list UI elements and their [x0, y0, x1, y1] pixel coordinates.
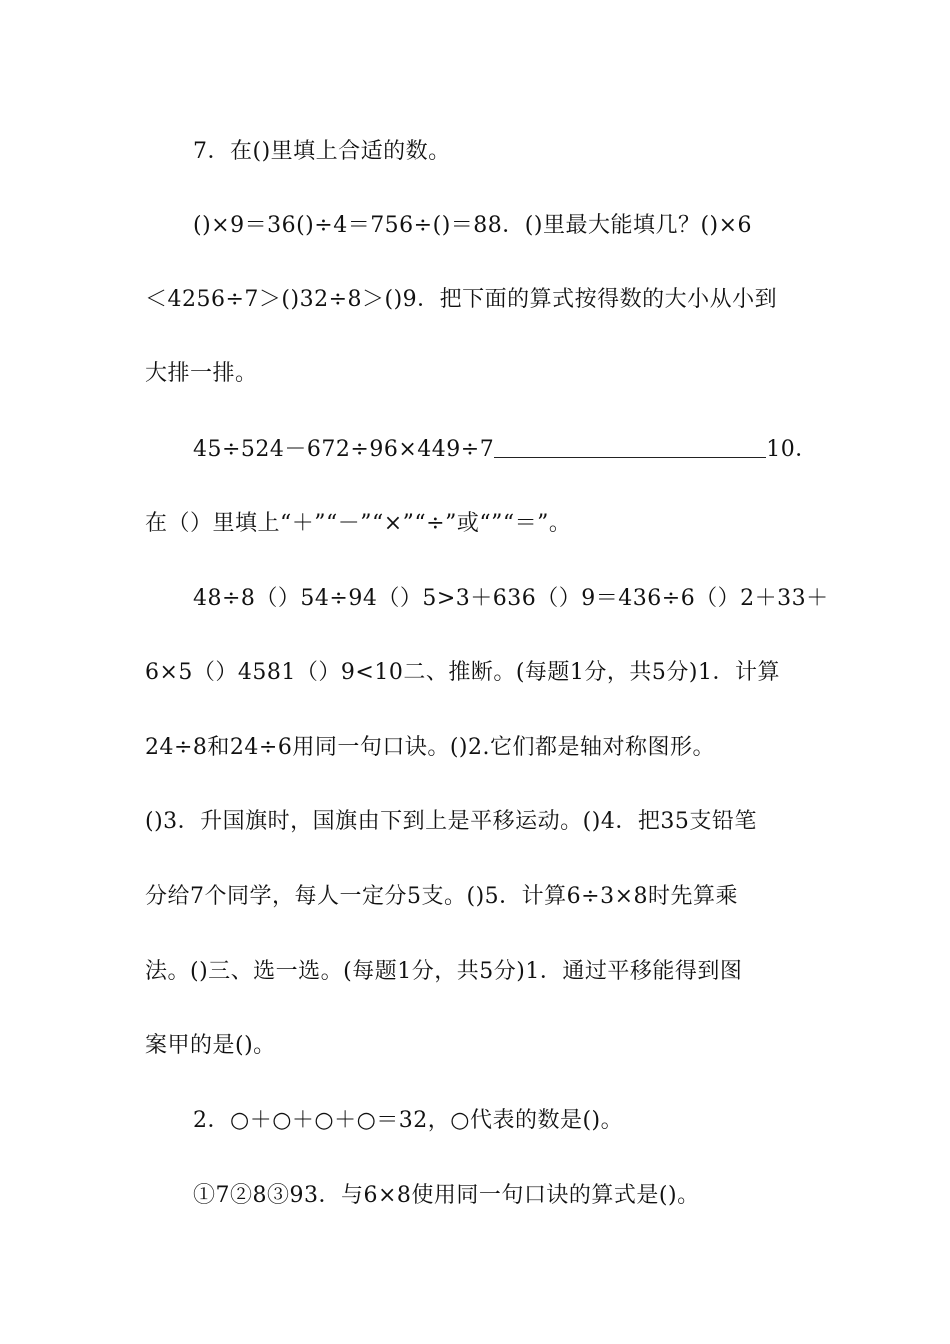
- text-line-1: 7．在()里填上合适的数。: [193, 139, 451, 164]
- text-line-8: 6×5（）4581（）9<10二、推断。(每题1分，共5分)1．计算: [145, 660, 780, 685]
- text-line-4: 大排一排。: [145, 361, 258, 386]
- text-line-12: 法。()三、选一选。(每题1分，共5分)1．通过平移能得到图: [145, 959, 743, 984]
- text-line-6: 在（）里填上“＋”“－”“×”“÷”或“”“＝”。: [145, 511, 572, 536]
- text-line-14: 2．○＋○＋○＋○＝32，○代表的数是()。: [193, 1108, 624, 1133]
- text-line-10: ()3．升国旗时，国旗由下到上是平移运动。()4．把35支铅笔: [145, 809, 757, 834]
- expression-list: 45÷524－672÷96×449÷7: [193, 437, 495, 462]
- text-line-3: ＜4256÷7＞()32÷8＞()9．把下面的算式按得数的大小从小到: [145, 287, 778, 312]
- text-line-9: 24÷8和24÷6用同一句口诀。()2.它们都是轴对称图形。: [145, 735, 716, 760]
- question-number: 10．: [766, 437, 818, 462]
- answer-blank: [494, 437, 766, 458]
- text-line-7: 48÷8（）54÷94（）5>3＋636（）9＝436÷6（）2＋33＋: [193, 586, 829, 611]
- text-line-5: [193, 435, 818, 465]
- text-line-11: 分给7个同学，每人一定分5支。()5．计算6÷3×8时先算乘: [145, 884, 739, 909]
- text-line-2: ()×9＝36()÷4＝756÷()＝88．()里最大能填几？()×6: [193, 213, 753, 238]
- text-line-15: ①7②8③93．与6×8使用同一句口诀的算式是()。: [193, 1183, 700, 1208]
- text-line-13: 案甲的是()。: [145, 1033, 276, 1058]
